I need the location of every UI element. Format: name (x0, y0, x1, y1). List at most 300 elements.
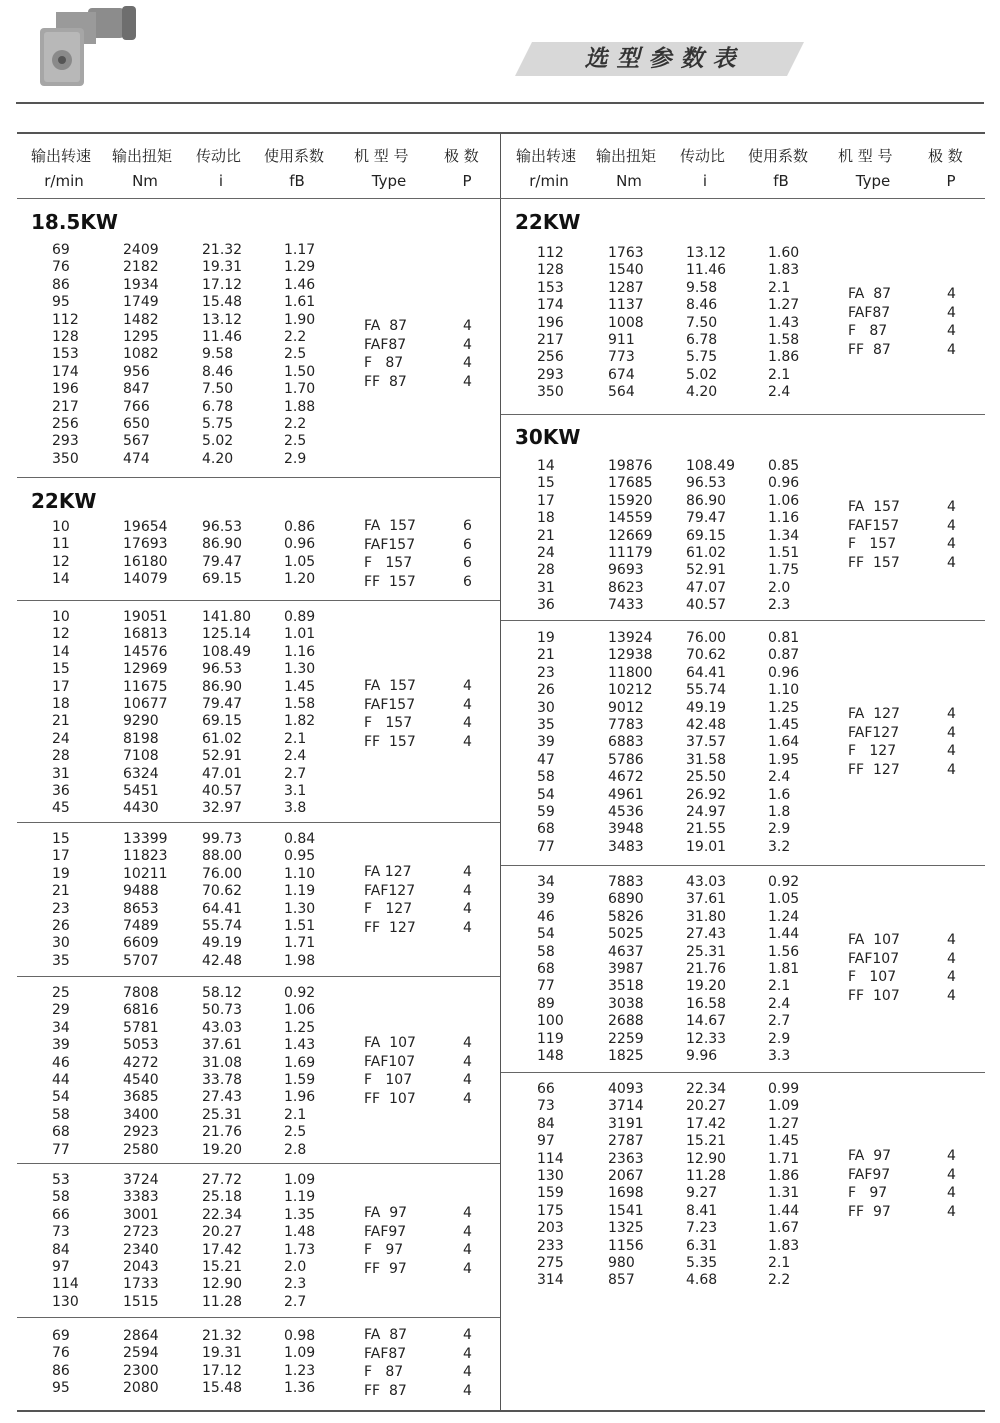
table-cell: 1.83 (768, 1237, 800, 1254)
table-cell: 7.50 (686, 314, 718, 331)
table-cell: 61.02 (202, 730, 243, 747)
table-cell: 13.12 (202, 311, 243, 328)
speed-column (52, 1328, 70, 1398)
pole-count: 4 (463, 318, 472, 334)
type-code: FAF87 (364, 336, 407, 353)
torque-column (608, 458, 653, 615)
table-cell: 2300 (123, 1362, 159, 1379)
table-cell: 2.5 (284, 1124, 307, 1141)
table-cell: 84 (537, 1115, 555, 1132)
pole-list (947, 285, 956, 359)
table-cell: 2594 (123, 1345, 159, 1362)
table-cell: 11179 (608, 544, 653, 561)
table-cell: 1.95 (768, 751, 800, 768)
pole-count: 4 (463, 901, 472, 917)
table-cell: 293 (52, 433, 79, 450)
table-cell: 130 (52, 1293, 79, 1310)
table-cell: 10211 (123, 865, 168, 882)
pole-list (463, 1326, 472, 1400)
type-code: FAF127 (848, 724, 900, 741)
table-cell: 2723 (123, 1224, 159, 1241)
poles-unit: P (462, 172, 472, 190)
table-cell: 47.01 (202, 765, 243, 782)
table-cell: 1541 (608, 1202, 644, 1219)
table-cell: 2067 (608, 1167, 644, 1184)
speed-column (52, 242, 79, 468)
table-cell: 15920 (608, 492, 653, 509)
section-rule (501, 1072, 985, 1073)
table-cell: 52.91 (686, 562, 727, 579)
table-cell: 1082 (123, 346, 159, 363)
table-cell: 2.2 (284, 415, 307, 432)
type-code: FAF127 (364, 882, 416, 899)
table-cell: 39 (537, 734, 555, 751)
speed-column (537, 245, 564, 402)
pole-count: 4 (463, 864, 472, 880)
table-cell: 1.36 (284, 1380, 316, 1397)
table-cell: 2.9 (768, 821, 791, 838)
pole-list (463, 517, 472, 591)
table-cell: 100 (537, 1013, 564, 1030)
pole-count: 4 (463, 1242, 472, 1258)
table-cell: 42.48 (686, 716, 727, 733)
table-cell: 1698 (608, 1185, 644, 1202)
pole-count: 4 (463, 1035, 472, 1051)
table-cell: 2.5 (284, 346, 307, 363)
table-cell: 15.21 (686, 1133, 727, 1150)
table-cell: 2.2 (284, 328, 307, 345)
table-cell: 2.4 (768, 769, 791, 786)
pole-count: 4 (463, 1072, 472, 1088)
table-cell: 773 (608, 349, 635, 366)
table-cell: 24.97 (686, 803, 727, 820)
table-cell: 25.18 (202, 1189, 243, 1206)
type-code: FA 157 (848, 499, 900, 515)
table-cell: 0.85 (768, 458, 800, 474)
section-rule (17, 976, 500, 977)
table-cell: 1.50 (284, 363, 316, 380)
table-cell: 5053 (123, 1037, 159, 1054)
table-cell: 8198 (123, 730, 159, 747)
table-cell: 86 (52, 276, 70, 293)
table-cell: 17.12 (202, 276, 243, 293)
poles-unit: P (946, 172, 956, 190)
table-cell: 217 (537, 331, 564, 348)
table-cell: 12 (52, 553, 70, 570)
table-cell: 1295 (123, 328, 159, 345)
table-cell: 46 (52, 1054, 70, 1071)
pole-count: 4 (947, 1166, 956, 1183)
table-cell: 31.80 (686, 908, 727, 925)
type-code: FAF107 (848, 950, 900, 967)
table-cell: 1.86 (768, 349, 800, 366)
table-cell: 2864 (123, 1328, 159, 1344)
table-cell: 1.86 (768, 1167, 800, 1184)
table-cell: 21 (52, 713, 70, 730)
table-cell: 12669 (608, 527, 653, 544)
table-cell: 2923 (123, 1124, 159, 1141)
table-cell: 3518 (608, 978, 644, 995)
table-cell: 1.48 (284, 1224, 316, 1241)
type-list (364, 1034, 416, 1108)
table-cell: 1.44 (768, 1202, 800, 1219)
table-cell: 12938 (608, 647, 653, 664)
table-cell: 1.83 (768, 262, 800, 279)
type-unit: Type (371, 172, 407, 190)
pole-count: 4 (947, 323, 956, 339)
table-cell: 1.64 (768, 734, 800, 751)
table-cell: 21 (52, 883, 70, 900)
table-cell: 69 (52, 242, 70, 258)
table-cell: 95 (52, 1380, 70, 1397)
table-cell: 1749 (123, 294, 159, 311)
table-cell: 1482 (123, 311, 159, 328)
torque-column (123, 609, 168, 818)
pole-list (463, 317, 472, 391)
table-cell: 4272 (123, 1054, 159, 1071)
table-cell: 3685 (123, 1089, 159, 1106)
pole-count: 6 (463, 536, 472, 553)
ratio-column (686, 245, 726, 402)
table-cell: 114 (52, 1276, 79, 1293)
table-cell: 69.15 (686, 527, 727, 544)
torque-column (123, 242, 159, 468)
table-cell: 6609 (123, 935, 159, 952)
pole-count: 4 (947, 987, 956, 1004)
table-cell: 203 (537, 1220, 564, 1237)
table-cell: 9488 (123, 883, 159, 900)
table-cell: 26 (537, 682, 555, 699)
table-cell: 49.19 (202, 935, 243, 952)
factor-column (284, 985, 315, 1159)
pole-count: 4 (463, 1382, 472, 1399)
table-cell: 14576 (123, 643, 168, 660)
table-cell: 8623 (608, 579, 644, 596)
table-cell: 5707 (123, 952, 159, 969)
table-cell: 31.58 (686, 751, 727, 768)
pole-list (463, 1034, 472, 1108)
pole-count: 4 (463, 336, 472, 353)
type-code: FF 87 (848, 341, 891, 358)
factor-column (284, 242, 315, 468)
table-cell: 0.92 (284, 985, 316, 1001)
speed-column (537, 1081, 564, 1290)
speed-column (537, 458, 555, 615)
table-cell: 12.33 (686, 1030, 727, 1047)
table-cell: 97 (52, 1258, 70, 1275)
table-cell: 7.23 (686, 1220, 718, 1237)
title-badge (512, 40, 807, 78)
table-cell: 2.8 (284, 1141, 307, 1158)
table-cell: 58 (52, 1106, 70, 1123)
table-cell: 97 (537, 1133, 555, 1150)
table-cell: 1.09 (768, 1098, 800, 1115)
speed-column (52, 831, 70, 970)
table-cell: 4637 (608, 943, 644, 960)
table-cell: 567 (123, 433, 150, 450)
ratio-column (202, 242, 242, 468)
table-cell: 0.81 (768, 630, 800, 646)
torque-column (608, 245, 644, 402)
table-cell: 7108 (123, 748, 159, 765)
table-cell: 1.51 (768, 544, 800, 561)
type-code: F 97 (848, 1185, 888, 1201)
table-cell: 1.81 (768, 960, 800, 977)
table-cell: 1.27 (768, 297, 800, 314)
table-cell: 0.96 (768, 664, 800, 681)
pole-list (947, 498, 956, 572)
pole-count: 4 (947, 517, 956, 534)
pole-count: 4 (463, 1260, 472, 1277)
type-code: FAF107 (364, 1053, 416, 1070)
table-cell: 7.50 (202, 381, 234, 398)
table-cell: 11.46 (686, 262, 727, 279)
table-cell: 1.20 (284, 571, 316, 588)
table-cell: 7489 (123, 917, 159, 934)
pole-count: 4 (947, 1148, 956, 1164)
table-cell: 3.8 (284, 800, 307, 817)
torque-column (123, 985, 159, 1159)
table-cell: 3724 (123, 1172, 159, 1188)
table-cell: 5786 (608, 751, 644, 768)
pole-count: 4 (947, 1203, 956, 1220)
type-list (848, 1147, 891, 1221)
table-cell: 6.78 (202, 398, 234, 415)
table-cell: 1.09 (284, 1172, 316, 1188)
power-label: 18.5KW (31, 210, 118, 234)
table-cell: 5451 (123, 782, 159, 799)
table-cell: 19.01 (686, 838, 727, 855)
table-cell: 1.90 (284, 311, 316, 328)
ratio-column (686, 630, 726, 856)
type-code: FAF97 (364, 1223, 407, 1240)
table-cell: 1.60 (768, 245, 800, 261)
table-cell: 58 (537, 769, 555, 786)
table-cell: 17.12 (202, 1362, 243, 1379)
table-cell: 34 (52, 1019, 70, 1036)
table-cell: 9.58 (686, 279, 718, 296)
type-code: F 107 (848, 969, 897, 985)
table-cell: 3191 (608, 1115, 644, 1132)
table-cell: 9.27 (686, 1185, 718, 1202)
table-cell: 76 (52, 259, 70, 276)
table-cell: 21.76 (202, 1124, 243, 1141)
table-cell: 3001 (123, 1206, 159, 1223)
table-cell: 2.4 (284, 748, 307, 765)
table-cell: 6890 (608, 891, 644, 908)
table-cell: 55.74 (686, 682, 727, 699)
table-cell: 108.49 (202, 643, 251, 660)
pole-count: 4 (947, 761, 956, 778)
top-rule (16, 102, 984, 104)
section-rule (17, 822, 500, 823)
table-cell: 847 (123, 381, 150, 398)
pole-list (463, 677, 472, 751)
table-cell: 19.20 (686, 978, 727, 995)
table-cell: 4.20 (202, 450, 234, 467)
table-cell: 30 (537, 699, 555, 716)
table-cell: 6.78 (686, 331, 718, 348)
type-list (364, 1204, 407, 1278)
table-cell: 2363 (608, 1150, 644, 1167)
table-cell: 21.76 (686, 960, 727, 977)
table-cell: 64.41 (202, 900, 243, 917)
table-cell: 13924 (608, 630, 653, 646)
pole-count: 4 (463, 1223, 472, 1240)
table-cell: 55.74 (202, 917, 243, 934)
table-cell: 25.50 (686, 769, 727, 786)
poles-header: 极 数 (928, 147, 963, 165)
table-cell: 5.75 (202, 415, 234, 432)
table-cell: 1.96 (284, 1089, 316, 1106)
pole-count: 4 (947, 499, 956, 515)
table-cell: 96.53 (202, 661, 243, 678)
ratio-unit: i (702, 172, 708, 190)
table-cell: 23 (537, 664, 555, 681)
table-cell: 275 (537, 1254, 564, 1271)
table-cell: 1515 (123, 1293, 159, 1310)
pole-count: 4 (947, 304, 956, 321)
type-code: F 127 (848, 743, 897, 759)
table-cell: 1540 (608, 262, 644, 279)
type-header: 机 型 号 (838, 147, 893, 165)
power-label: 30KW (515, 425, 581, 449)
pole-list (947, 1147, 956, 1221)
table-cell: 9.58 (202, 346, 234, 363)
table-cell: 11.46 (202, 328, 243, 345)
table-cell: 49.19 (686, 699, 727, 716)
table-cell: 112 (537, 245, 564, 261)
table-cell: 43.03 (202, 1019, 243, 1036)
table-cell: 86 (52, 1362, 70, 1379)
table-cell: 1.58 (768, 331, 800, 348)
table-cell: 47.07 (686, 579, 727, 596)
table-cell: 4961 (608, 786, 644, 803)
section-rule (17, 600, 500, 601)
table-cell: 20.27 (686, 1098, 727, 1115)
type-list (364, 677, 416, 751)
speed-column (537, 630, 555, 856)
table-cell: 39 (537, 891, 555, 908)
type-code: FA 97 (364, 1205, 408, 1221)
table-cell: 1.73 (284, 1241, 316, 1258)
table-cell: 2.4 (768, 384, 791, 401)
table-cell: 4093 (608, 1081, 644, 1097)
table-cell: 68 (52, 1124, 70, 1141)
table-cell: 11 (52, 536, 70, 553)
table-cell: 2.0 (284, 1258, 307, 1275)
table-cell: 1.70 (284, 381, 316, 398)
table-cell: 14559 (608, 510, 653, 527)
torque-unit: Nm (616, 172, 642, 190)
table-cell: 1.45 (768, 716, 800, 733)
table-cell: 1.19 (284, 1189, 316, 1206)
table-cell: 2409 (123, 242, 159, 258)
table-cell: 37.61 (202, 1037, 243, 1054)
table-cell: 86.90 (202, 536, 243, 553)
type-code: FF 107 (848, 987, 900, 1004)
table-cell: 17693 (123, 536, 168, 553)
table-cell: 21.32 (202, 1328, 243, 1344)
table-cell: 69 (52, 1328, 70, 1344)
type-code: FA 87 (364, 1327, 408, 1343)
table-cell: 31.08 (202, 1054, 243, 1071)
table-cell: 13.12 (686, 245, 727, 261)
factor-column (768, 245, 799, 402)
table-cell: 24 (537, 544, 555, 561)
type-list (364, 317, 407, 391)
table-cell: 69.15 (202, 571, 243, 588)
header-rule (17, 198, 985, 199)
type-code: FA 157 (364, 678, 416, 694)
table-cell: 86.90 (202, 678, 243, 695)
table-cell: 79.47 (202, 553, 243, 570)
table-cell: 2688 (608, 1013, 644, 1030)
pole-count: 4 (463, 882, 472, 899)
table-cell: 1.71 (284, 935, 316, 952)
table-cell: 77 (537, 838, 555, 855)
gear-motor-image (36, 2, 140, 94)
table-cell: 77 (52, 1141, 70, 1158)
table-cell: 14 (537, 458, 555, 474)
power-label: 22KW (31, 489, 97, 513)
type-list (848, 285, 891, 359)
section-rule (501, 865, 985, 866)
table-cell: 3987 (608, 960, 644, 977)
table-cell: 3038 (608, 995, 644, 1012)
table-cell: 36 (52, 782, 70, 799)
table-cell: 24 (52, 730, 70, 747)
table-cell: 5.75 (686, 349, 718, 366)
section-rule (17, 477, 500, 478)
table-cell: 5.02 (202, 433, 234, 450)
type-code: FF 157 (364, 733, 416, 750)
table-cell: 1.61 (284, 294, 316, 311)
type-code: FA 97 (848, 1148, 892, 1164)
table-cell: 196 (537, 314, 564, 331)
table-cell: 256 (537, 349, 564, 366)
table-cell: 766 (123, 398, 150, 415)
table-cell: 3.3 (768, 1047, 791, 1064)
table-cell: 13399 (123, 831, 168, 847)
power-label: 22KW (515, 210, 581, 234)
table-cell: 15 (52, 831, 70, 847)
table-cell: 1.43 (768, 314, 800, 331)
table-cell: 0.92 (768, 874, 800, 890)
table-cell: 2.3 (768, 597, 791, 614)
table-cell: 21 (537, 527, 555, 544)
table-cell: 1.30 (284, 661, 316, 678)
table-cell: 1.88 (284, 398, 316, 415)
table-cell: 174 (52, 363, 79, 380)
table-cell: 3383 (123, 1189, 159, 1206)
table-cell: 66 (537, 1081, 555, 1097)
table-cell: 1.09 (284, 1345, 316, 1362)
table-cell: 58 (52, 1189, 70, 1206)
table-cell: 1.45 (768, 1133, 800, 1150)
table-cell: 1763 (608, 245, 644, 261)
table-cell: 88.00 (202, 848, 243, 865)
table-cell: 39 (52, 1037, 70, 1054)
table-cell: 112 (52, 311, 79, 328)
type-code: FAF97 (848, 1166, 891, 1183)
table-cell: 2.0 (768, 579, 791, 596)
type-code: FF 87 (364, 1382, 407, 1399)
table-cell: 1.51 (284, 917, 316, 934)
table-cell: 1.67 (768, 1220, 800, 1237)
pole-count: 4 (947, 724, 956, 741)
table-cell: 130 (537, 1167, 564, 1184)
